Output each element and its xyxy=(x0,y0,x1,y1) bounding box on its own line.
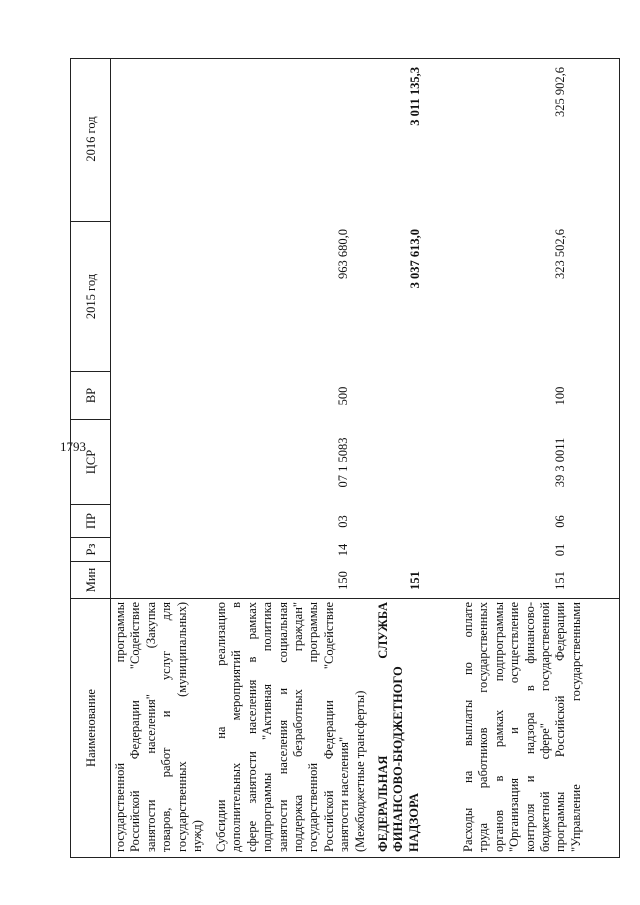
header-2015: 2015 год xyxy=(71,222,111,372)
name-line: органов в рамках подпрограммы xyxy=(491,602,506,852)
header-2016: 2016 год xyxy=(71,57,111,222)
header-pr: ПР xyxy=(71,505,111,538)
column-divider xyxy=(111,598,619,599)
cell-2015: 323 502,6 xyxy=(553,229,567,279)
name-line: Российской Федерации "Содействие xyxy=(321,602,336,852)
name-line: НАДЗОРА xyxy=(406,792,421,852)
cell-2015: 963 680,0 xyxy=(336,229,350,279)
cell-rz: 14 xyxy=(336,543,350,557)
cell-vr: 100 xyxy=(553,386,567,406)
header-name: Наименование xyxy=(83,689,98,767)
name-line: ФЕДЕРАЛЬНАЯ СЛУЖБА xyxy=(376,602,390,852)
name-line: подпрограммы "Активная политика xyxy=(260,602,275,852)
row-name xyxy=(376,602,422,852)
cell-min: 150 xyxy=(336,571,350,590)
cell-csr: 07 1 5083 xyxy=(336,437,350,488)
name-line: дополнительных мероприятий в xyxy=(229,602,244,852)
cell-rz: 01 xyxy=(553,543,567,557)
name-line: труда работников государственных xyxy=(476,602,491,852)
cell-vr: 500 xyxy=(336,386,350,406)
name-line: "Организация и осуществление xyxy=(507,602,522,852)
cell-2016: 325 902,6 xyxy=(553,67,567,117)
cell-pr: 03 xyxy=(336,515,350,528)
name-line: бюджетной сфере" государственной xyxy=(538,602,553,852)
row-name xyxy=(214,602,368,852)
name-line: программы Российской Федерации xyxy=(553,602,568,852)
header-min: Мин xyxy=(71,562,111,599)
header-csr: ЦСР xyxy=(71,420,111,505)
name-line: (Межбюджетные трансферты) xyxy=(352,690,367,852)
name-line: занятости населения" (Закупка xyxy=(143,602,158,852)
name-line: занятости населения и социальная xyxy=(275,602,290,852)
cell-min: 151 xyxy=(553,571,567,590)
name-line: поддержка безработных граждан" xyxy=(291,602,306,852)
name-line: нужд) xyxy=(190,820,205,852)
cell-2015: 3 037 613,0 xyxy=(408,229,422,289)
table-header-row xyxy=(71,59,111,857)
cell-2016: 3 011 135,3 xyxy=(408,67,422,126)
row-name xyxy=(461,602,584,852)
row-name xyxy=(113,602,205,852)
name-line: Российской Федерации "Содействие xyxy=(128,602,143,852)
cell-csr: 39 3 0011 xyxy=(553,437,567,488)
name-line: ФИНАНСОВО-БЮДЖЕТНОГО xyxy=(391,666,406,852)
cell-min: 151 xyxy=(408,571,422,590)
name-line: государственных (муниципальных) xyxy=(174,602,189,852)
header-rz: Рз xyxy=(71,538,111,562)
name-line: "Управление государственными xyxy=(568,602,583,852)
name-line: Субсидии на реализацию xyxy=(214,602,228,852)
name-line: государственной программы xyxy=(113,602,127,852)
cell-pr: 06 xyxy=(553,515,567,528)
name-line: занятости населения" xyxy=(337,736,352,852)
name-line: государственной программы xyxy=(306,602,321,852)
page-number: 1793 xyxy=(60,439,86,454)
name-line: сфере занятости населения в рамках xyxy=(244,602,259,852)
name-line: товаров, работ и услуг для xyxy=(159,602,174,852)
header-vr: ВР xyxy=(71,372,111,420)
name-line: контроля и надзора в финансово- xyxy=(522,602,537,852)
name-line: Расходы на выплаты по оплате xyxy=(461,602,475,852)
budget-table xyxy=(70,58,620,858)
